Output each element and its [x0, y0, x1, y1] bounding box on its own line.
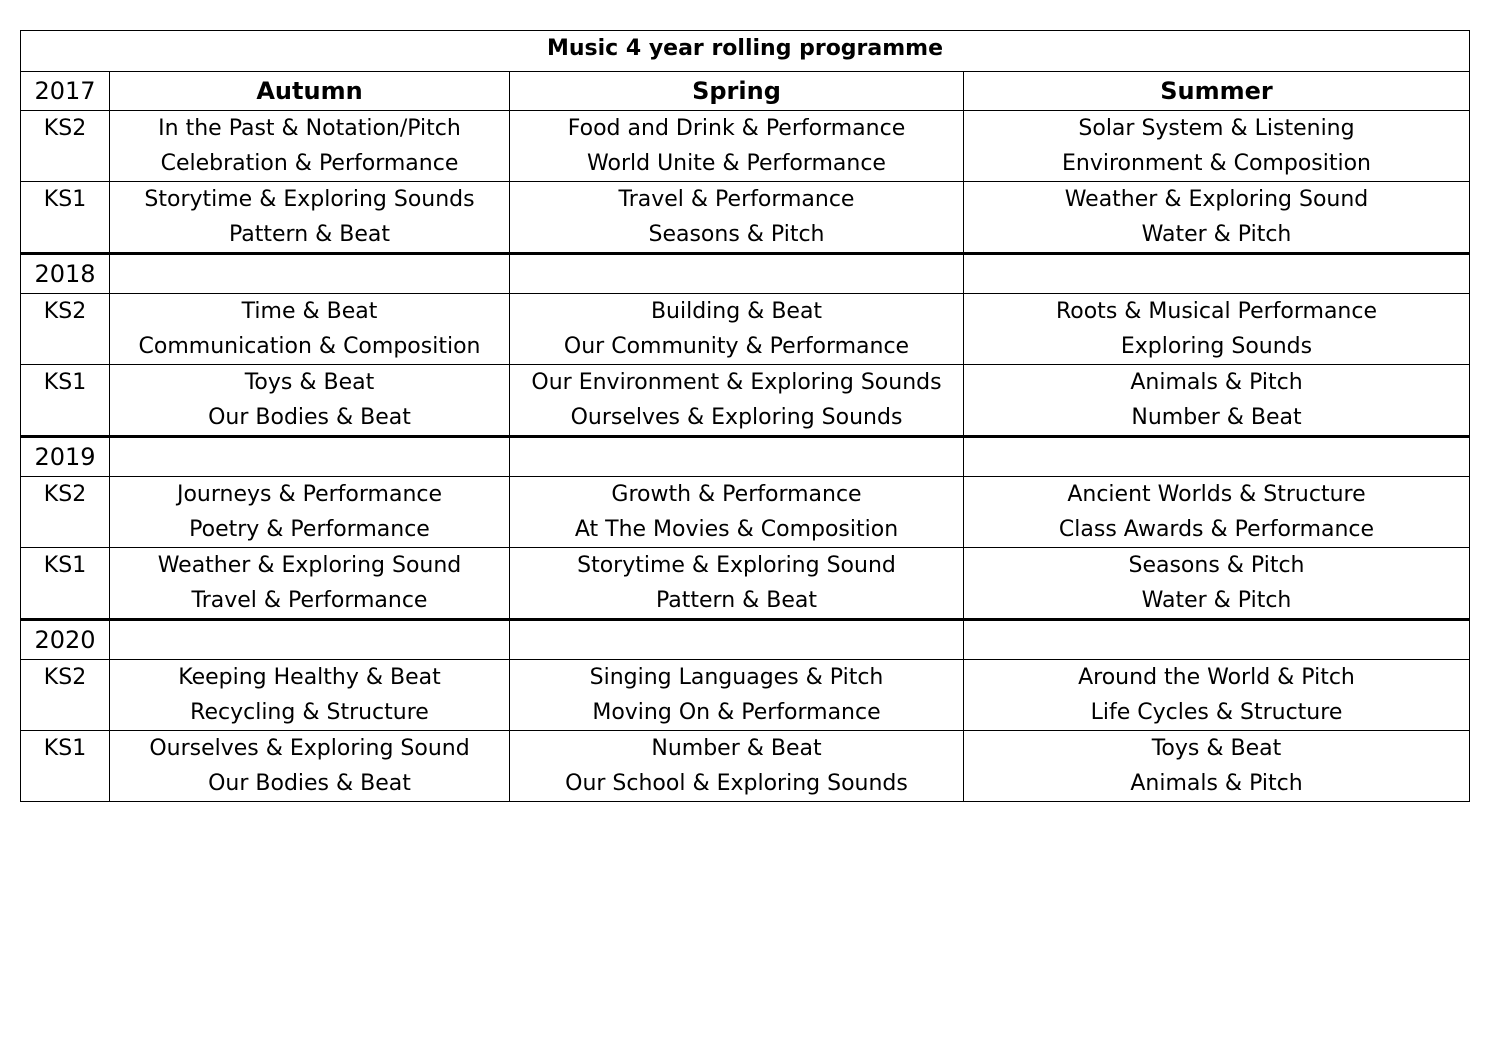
topic-text: Growth & Performance: [611, 482, 862, 507]
topic-text: Weather & Exploring Sound: [1064, 187, 1369, 212]
stage-row: [21, 182, 1470, 254]
topic-text: Time & Beat: [241, 299, 378, 324]
topic-cell: [110, 111, 510, 182]
topic-text: World Unite & Performance: [587, 151, 886, 176]
topic-cell: [964, 365, 1470, 437]
year-blank-cell: [964, 437, 1470, 477]
key-stage-label: KS1: [21, 731, 110, 802]
topic-cell: [964, 731, 1470, 802]
topic-text: Animals & Pitch: [1130, 370, 1303, 395]
topic-text: Life Cycles & Structure: [1090, 700, 1343, 725]
topic-text: Poetry & Performance: [189, 517, 430, 542]
topic-text: Around the World & Pitch: [1078, 665, 1355, 690]
topic-cell: [964, 294, 1470, 365]
stage-row: [21, 731, 1470, 802]
topic-text: Our Bodies & Beat: [208, 405, 411, 430]
year-row: [21, 72, 1470, 111]
topic-text: Animals & Pitch: [1130, 771, 1303, 796]
topic-text: Our Community & Performance: [563, 334, 910, 359]
topic-cell: [110, 477, 510, 548]
topic-cell: [510, 660, 964, 731]
topic-text: Our Environment & Exploring Sounds: [531, 370, 942, 395]
topic-text: Celebration & Performance: [160, 151, 459, 176]
topic-text: Toys & Beat: [1151, 736, 1282, 761]
topic-text: Journeys & Performance: [176, 482, 443, 507]
topic-cell: [964, 182, 1470, 254]
year-blank-cell: [964, 620, 1470, 660]
topic-cell: [110, 294, 510, 365]
key-stage-label: KS1: [21, 365, 110, 437]
topic-text: Pattern & Beat: [655, 588, 818, 613]
key-stage-label: KS1: [21, 548, 110, 620]
topic-cell: [110, 660, 510, 731]
topic-cell: [510, 477, 964, 548]
topic-text: Food and Drink & Performance: [567, 116, 906, 141]
season-header-autumn: Autumn: [110, 72, 510, 111]
year-blank-cell: [510, 254, 964, 294]
topic-cell: [964, 111, 1470, 182]
topic-cell: [510, 731, 964, 802]
topic-text: Class Awards & Performance: [1058, 517, 1375, 542]
topic-cell: [110, 365, 510, 437]
topic-text: Weather & Exploring Sound: [157, 553, 462, 578]
year-blank-cell: [510, 620, 964, 660]
key-stage-label: KS2: [21, 477, 110, 548]
year-blank-cell: [110, 437, 510, 477]
programme-table: [20, 30, 1470, 802]
stage-row: [21, 660, 1470, 731]
year-label: 2017: [21, 72, 110, 111]
topic-cell: [510, 365, 964, 437]
year-blank-cell: [510, 437, 964, 477]
title-row: [21, 31, 1470, 72]
stage-row: [21, 365, 1470, 437]
topic-text: Number & Beat: [1131, 405, 1302, 430]
topic-cell: [510, 111, 964, 182]
year-row: [21, 437, 1470, 477]
topic-cell: [510, 294, 964, 365]
year-blank-cell: [110, 254, 510, 294]
topic-cell: [964, 660, 1470, 731]
stage-row: [21, 294, 1470, 365]
topic-text: Storytime & Exploring Sounds: [144, 187, 475, 212]
topic-cell: [510, 182, 964, 254]
topic-text: Recycling & Structure: [190, 700, 429, 725]
topic-text: In the Past & Notation/Pitch: [158, 116, 461, 141]
topic-text: Keeping Healthy & Beat: [178, 665, 441, 690]
topic-text: Solar System & Listening: [1078, 116, 1355, 141]
stage-row: [21, 548, 1470, 620]
topic-cell: [964, 477, 1470, 548]
topic-text: Travel & Performance: [191, 588, 428, 613]
topic-text: Seasons & Pitch: [648, 222, 825, 247]
topic-text: Moving On & Performance: [592, 700, 881, 725]
key-stage-label: KS2: [21, 660, 110, 731]
key-stage-label: KS2: [21, 294, 110, 365]
topic-text: Seasons & Pitch: [1128, 553, 1305, 578]
year-blank-cell: [964, 254, 1470, 294]
stage-row: [21, 111, 1470, 182]
year-label: 2020: [21, 620, 110, 660]
season-header-spring: Spring: [510, 72, 964, 111]
key-stage-label: KS1: [21, 182, 110, 254]
topic-text: Water & Pitch: [1141, 222, 1292, 247]
table-title: Music 4 year rolling programme: [21, 31, 1470, 72]
year-label: 2018: [21, 254, 110, 294]
topic-text: Environment & Composition: [1061, 151, 1371, 176]
key-stage-label: KS2: [21, 111, 110, 182]
topic-text: Building & Beat: [650, 299, 823, 324]
topic-text: Ourselves & Exploring Sound: [149, 736, 470, 761]
topic-cell: [110, 548, 510, 620]
year-label: 2019: [21, 437, 110, 477]
topic-text: Roots & Musical Performance: [1055, 299, 1378, 324]
topic-cell: [510, 548, 964, 620]
topic-text: At The Movies & Composition: [574, 517, 899, 542]
year-blank-cell: [110, 620, 510, 660]
topic-text: Exploring Sounds: [1120, 334, 1313, 359]
topic-text: Storytime & Exploring Sound: [577, 553, 896, 578]
year-row: [21, 620, 1470, 660]
topic-text: Water & Pitch: [1141, 588, 1292, 613]
topic-text: Toys & Beat: [244, 370, 375, 395]
topic-text: Ourselves & Exploring Sounds: [570, 405, 903, 430]
topic-text: Our School & Exploring Sounds: [565, 771, 908, 796]
topic-text: Singing Languages & Pitch: [589, 665, 884, 690]
topic-text: Ancient Worlds & Structure: [1067, 482, 1366, 507]
stage-row: [21, 477, 1470, 548]
topic-text: Pattern & Beat: [228, 222, 391, 247]
topic-cell: [110, 182, 510, 254]
season-header-summer: Summer: [964, 72, 1470, 111]
topic-text: Number & Beat: [651, 736, 822, 761]
topic-text: Travel & Performance: [618, 187, 855, 212]
topic-cell: [110, 731, 510, 802]
programme-body: [21, 31, 1470, 802]
topic-text: Our Bodies & Beat: [208, 771, 411, 796]
topic-text: Communication & Composition: [138, 334, 481, 359]
topic-cell: [964, 548, 1470, 620]
year-row: [21, 254, 1470, 294]
